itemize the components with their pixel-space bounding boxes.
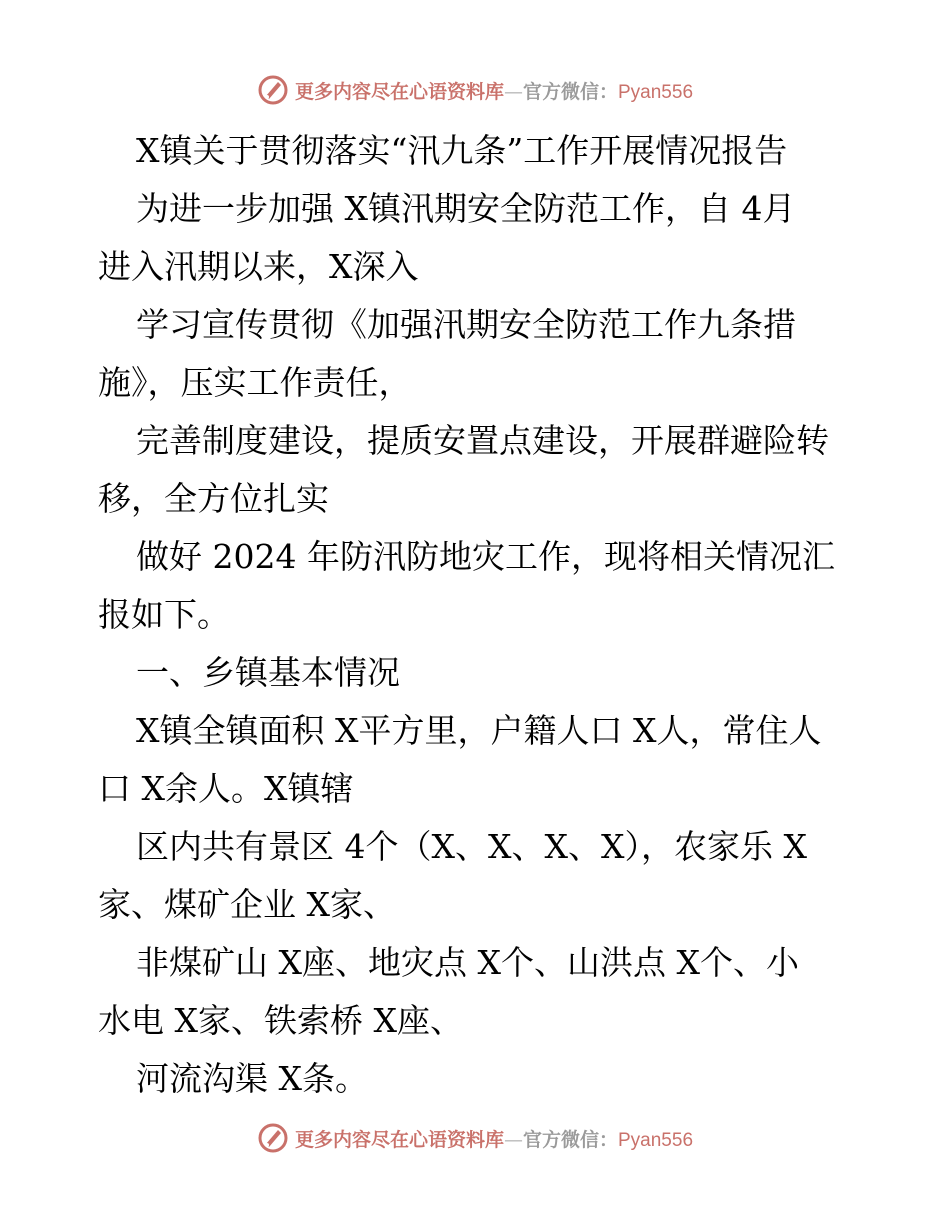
banner-dash: — — [503, 1128, 523, 1151]
banner-text — [295, 1125, 693, 1152]
banner-main: 更多内容尽在心语资料库 — [294, 1128, 504, 1151]
banner-text — [295, 77, 693, 104]
paragraph-line: 学习宣传贯彻《加强汛期安全防范工作九条措 — [136, 305, 796, 344]
paragraph-line: 家、煤矿企业 X家、 — [98, 885, 396, 924]
logo-icon — [257, 74, 289, 106]
banner-account: Pyan556 — [618, 1129, 694, 1151]
banner-official: 官方微信： — [522, 1128, 618, 1151]
paragraph-line: 区内共有景区 4个（X、X、X、X），农家乐 X — [136, 827, 807, 866]
header-banner — [0, 70, 950, 110]
paragraph-line: 非煤矿山 X座、地灾点 X个、山洪点 X个、小 — [136, 943, 799, 982]
paragraph-line: 移，全方位扎实 — [98, 479, 329, 518]
paragraph-line: 进入汛期以来，X深入 — [98, 247, 419, 286]
paragraph-line: 施》，压实工作责任， — [98, 363, 412, 402]
section-heading: 一、乡镇基本情况 — [136, 653, 400, 692]
paragraph-line: 水电 X家、铁索桥 X座、 — [98, 1001, 463, 1040]
banner-account: Pyan556 — [618, 81, 694, 103]
logo-icon — [257, 1122, 289, 1154]
banner-dash: — — [503, 80, 523, 103]
paragraph-line: 为进一步加强 X镇汛期安全防范工作，自 4月 — [136, 189, 796, 228]
paragraph-line: 报如下。 — [98, 595, 230, 634]
document-body — [98, 122, 868, 1108]
banner-official: 官方微信： — [522, 80, 618, 103]
document-title: X镇关于贯彻落实“汛九条”工作开展情况报告 — [136, 131, 788, 170]
paragraph-line: X镇全镇面积 X平方里，户籍人口 X人，常住人 — [136, 711, 822, 750]
paragraph-line: 河流沟渠 X条。 — [136, 1059, 368, 1098]
banner-main: 更多内容尽在心语资料库 — [294, 80, 504, 103]
paragraph-line: 做好 2024 年防汛防地灾工作，现将相关情况汇 — [136, 537, 835, 576]
paragraph-line: 口 X余人。X镇辖 — [98, 769, 354, 808]
footer-banner — [0, 1118, 950, 1158]
paragraph-line: 完善制度建设，提质安置点建设，开展群避险转 — [136, 421, 829, 460]
